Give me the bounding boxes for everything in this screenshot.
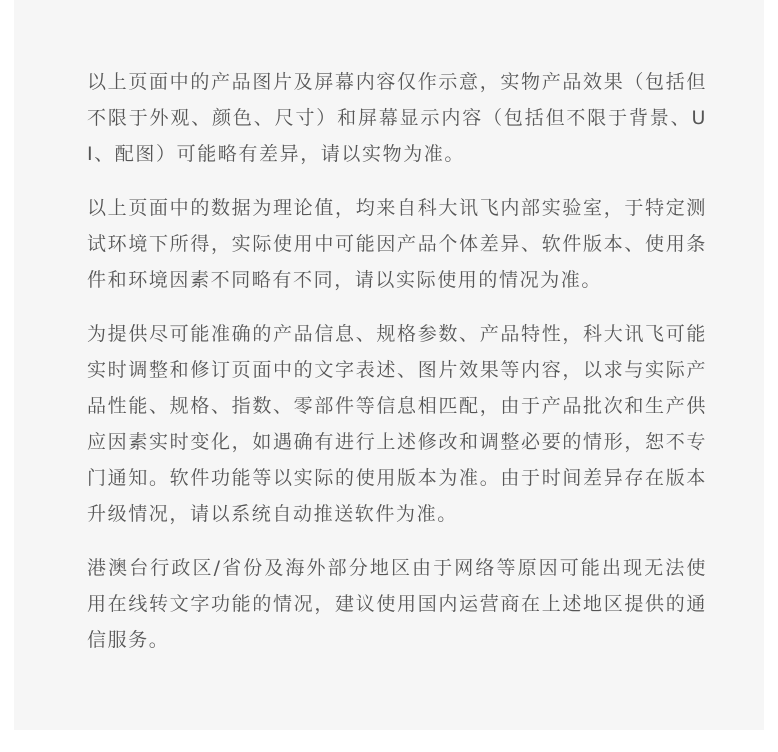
disclaimer-paragraph-regions: 港澳台行政区/省份及海外部分地区由于网络等原因可能出现无法使用在线转文字功能的情况，建议使用国内运营商在上述地区提供的通信服务。 xyxy=(87,557,707,651)
disclaimer-text-block xyxy=(87,64,707,676)
disclaimer-paragraph-data: 以上页面中的数据为理论值，均来自科大讯飞内部实验室，于特定测试环境下所得，实际使用中可能因产品个体差异、软件版本、使用条件和环境因素不同略有不同，请以实际使用的情况为准。 xyxy=(87,197,707,291)
disclaimer-paragraph-appearance: 以上页面中的产品图片及屏幕内容仅作示意，实物产品效果（包括但不限于外观、颜色、尺寸）和屏幕显示内容（包括但不限于背景、UI、配图）可能略有差异，请以实物为准。 xyxy=(87,71,707,165)
disclaimer-paragraph-revisions: 为提供尽可能准确的产品信息、规格参数、产品特性，科大讯飞可能实时调整和修订页面中的文字表述、图片效果等内容，以求与实际产品性能、规格、指数、零部件等信息相匹配，由于产品批次和生产供应因素实时变化，如遇确有进行上述修改和调整必要的情形，恕不专门通知。软件功能等以实际的使用版本为准。由于时间差异存在版本升级情况，请以系统自动推送软件为准。 xyxy=(87,323,707,525)
disclaimer-panel xyxy=(14,0,764,730)
